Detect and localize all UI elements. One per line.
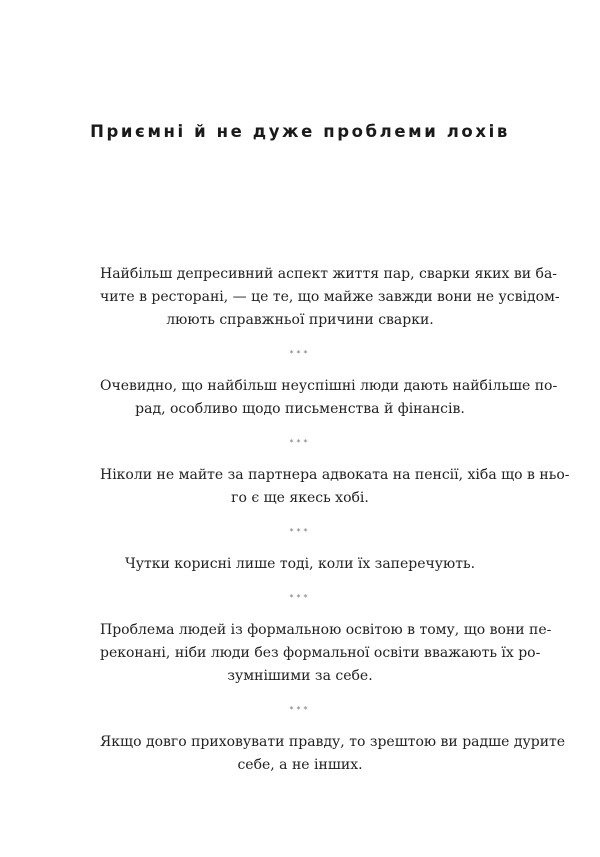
aphorism-line: Якщо довго приховувати правду, то зрештою ви радше дурите xyxy=(100,734,566,750)
aphorism-line: себе, а не інших. xyxy=(237,757,363,773)
aphorism-5 xyxy=(100,619,552,688)
aphorism-line: реконані, ніби люди без формальної освіти вважають їх ро- xyxy=(100,645,541,661)
aphorism-line: зумнішими за себе. xyxy=(227,668,373,684)
aphorism-line: Найбільш депресивний аспект життя пар, сварки яких ви ба- xyxy=(100,266,558,282)
separator-asterisks: *** xyxy=(289,349,311,358)
aphorism-line: люють справжньої причини сварки. xyxy=(166,312,434,328)
separator-asterisks: *** xyxy=(289,438,311,447)
aphorism-line: Ніколи не майте за партнера адвоката на пенсії, хіба що в ньо- xyxy=(100,467,570,483)
aphorism-line: Проблема людей із формальною освітою в тому, що вони пе- xyxy=(100,622,552,638)
aphorism-line: рад, особливо щодо письменства й фінансів. xyxy=(135,401,465,417)
aphorism-3 xyxy=(100,464,570,510)
aphorism-4 xyxy=(100,553,500,576)
aphorism-line: чите в ресторані, — це те, що майже завжди вони не усвідом- xyxy=(100,289,560,305)
aphorism-line: Очевидно, що найбільш неуспішні люди дають найбільше по- xyxy=(100,378,558,394)
aphorism-line: го є ще якесь хобі. xyxy=(231,490,369,506)
separator-asterisks: *** xyxy=(289,705,311,714)
separator-asterisks: *** xyxy=(289,527,311,536)
chapter-title: Приємні й не дуже проблеми лохів xyxy=(90,122,510,141)
aphorism-2 xyxy=(100,375,558,421)
aphorism-6 xyxy=(100,731,566,777)
aphorism-1 xyxy=(100,263,560,332)
aphorism-line: Чутки корисні лише тоді, коли їх заперечують. xyxy=(124,556,476,572)
separator-asterisks: *** xyxy=(289,593,311,602)
aphorisms-list xyxy=(100,263,570,777)
